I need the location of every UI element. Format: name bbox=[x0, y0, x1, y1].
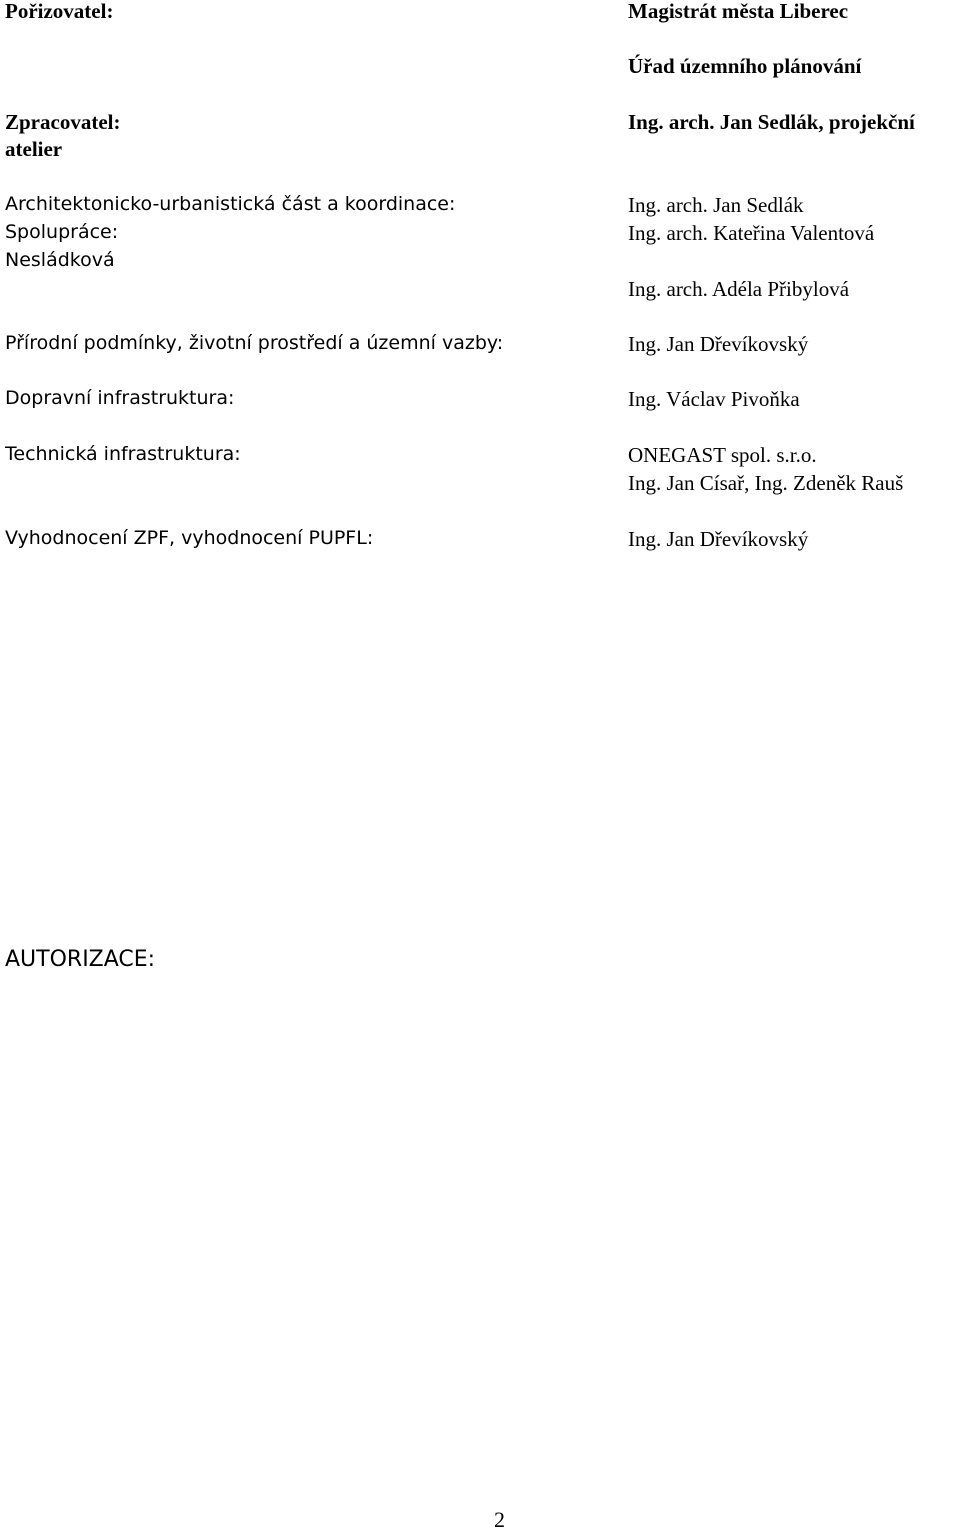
vyhodnoceni-zpf-value: Ing. Jan Dřevíkovský bbox=[628, 527, 809, 551]
porizovatel-label: Pořizovatel: bbox=[5, 0, 114, 23]
prirodni-podminky-label: Přírodní podmínky, životní prostředí a územní vazby: bbox=[5, 332, 504, 354]
spoluprace-value: Ing. arch. Kateřina Valentová bbox=[628, 221, 875, 245]
arch-urban-label: Architektonicko-urbanistická část a koordinace: bbox=[5, 193, 456, 215]
technicka-infrastruktura-label: Technická infrastruktura: bbox=[5, 443, 241, 465]
pribylova-value: Ing. arch. Adéla Přibylová bbox=[628, 277, 850, 301]
technicka-infrastruktura-persons: Ing. Jan Císař, Ing. Zdeněk Rauš bbox=[628, 471, 904, 495]
spoluprace-label: Spolupráce: bbox=[5, 221, 119, 243]
nesladkova-label: Nesládková bbox=[5, 249, 115, 271]
technicka-infrastruktura-company: ONEGAST spol. s.r.o. bbox=[628, 443, 817, 467]
vyhodnoceni-zpf-label: Vyhodnocení ZPF, vyhodnocení PUPFL: bbox=[5, 527, 374, 549]
arch-urban-value: Ing. arch. Jan Sedlák bbox=[628, 193, 804, 217]
zpracovatel-label-atelier: atelier bbox=[5, 137, 63, 161]
porizovatel-office: Úřad územního plánování bbox=[628, 54, 862, 78]
prirodni-podminky-value: Ing. Jan Dřevíkovský bbox=[628, 332, 809, 356]
dopravni-infrastruktura-label: Dopravní infrastruktura: bbox=[5, 387, 235, 409]
zpracovatel-name: Ing. arch. Jan Sedlák, projekční bbox=[628, 110, 915, 134]
autorizace-label: AUTORIZACE: bbox=[5, 947, 156, 972]
porizovatel-name: Magistrát města Liberec bbox=[628, 0, 849, 23]
dopravni-infrastruktura-value: Ing. Václav Pivoňka bbox=[628, 387, 800, 411]
page-number: 2 bbox=[494, 1507, 505, 1532]
zpracovatel-label: Zpracovatel: bbox=[5, 110, 121, 134]
